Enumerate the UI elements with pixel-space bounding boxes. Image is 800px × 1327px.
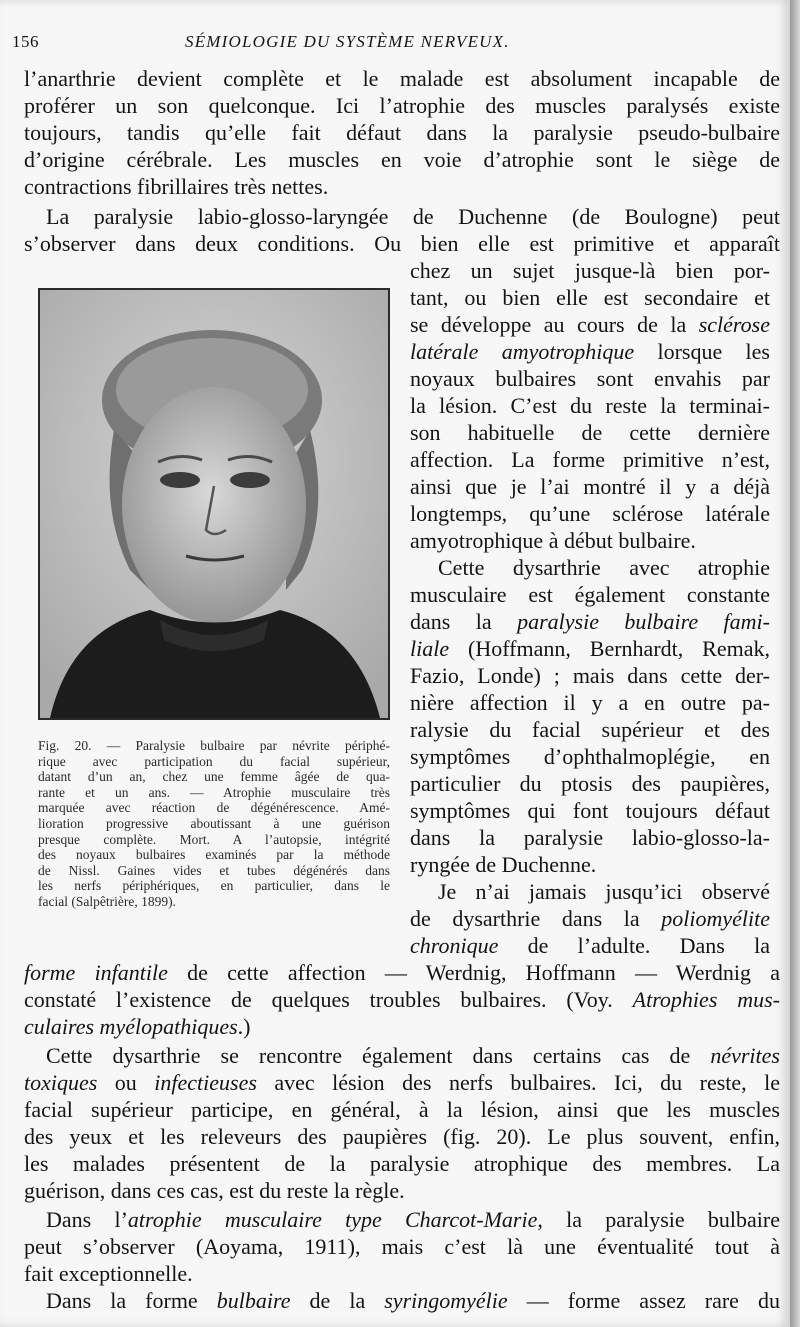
body-line: liale (Hoffmann, Bernhardt, Remak, bbox=[410, 636, 770, 661]
body-line: La paralysie labio-glosso-laryngée de Duchenne (de Boulogne) peut bbox=[46, 204, 780, 229]
body-line: musculaire est également constante bbox=[410, 582, 770, 607]
body-line: dans la paralysie bulbaire fami- bbox=[410, 609, 770, 634]
body-line: son habituelle de cette dernière bbox=[410, 420, 770, 445]
body-line: affection. La forme primitive n’est, bbox=[410, 447, 770, 472]
body-line: Cette dysarthrie avec atrophie bbox=[438, 555, 770, 580]
body-line: s’observer dans deux conditions. Ou bien elle est primitive et apparaît bbox=[24, 231, 780, 256]
caption-line: de Nissl. Gaines vides et tubes dégénérés dans bbox=[38, 862, 390, 878]
body-line: d’origine cérébrale. Les muscles en voie d’atrophie sont le siège de bbox=[24, 147, 780, 172]
body-line: contractions fibrillaires très nettes. bbox=[24, 174, 329, 199]
body-line: des yeux et les releveurs des paupières (fig. 20). Le plus souvent, enfin, bbox=[24, 1124, 780, 1149]
body-line: de dysarthrie dans la poliomyélite bbox=[410, 906, 770, 931]
body-line: facial supérieur participe, en général, à la lésion, ainsi que les muscles bbox=[24, 1097, 780, 1122]
caption-line: presque complète. Mort. A l’autopsie, intégrité bbox=[38, 831, 390, 847]
body-line: ainsi que je l’ai montré il y a déjà bbox=[410, 474, 770, 499]
figure-caption bbox=[38, 738, 390, 910]
body-line: Fazio, Londe) ; mais dans cette der- bbox=[410, 663, 770, 688]
body-line: noyaux bulbaires sont envahis par bbox=[410, 366, 770, 391]
body-line: amyotrophique à début bulbaire. bbox=[410, 528, 696, 553]
body-line: toxiques ou infectieuses avec lésion des nerfs bulbaires. Ici, du reste, le bbox=[24, 1070, 780, 1095]
page-number: 156 bbox=[12, 32, 39, 51]
body-line: tant, ou bien elle est secondaire et bbox=[410, 285, 770, 310]
body-line: nière affection il y a en outre pa- bbox=[410, 690, 770, 715]
body-line: Je n’ai jamais jusqu’ici observé bbox=[438, 879, 770, 904]
page-header bbox=[0, 32, 790, 54]
body-line: constaté l’existence de quelques troubles bulbaires. (Voy. Atrophies mus- bbox=[24, 987, 780, 1012]
body-line: fait exceptionnelle. bbox=[24, 1261, 193, 1286]
caption-line: rante et un ans. — Atrophie musculaire très bbox=[38, 784, 390, 800]
body-line: dans la paralysie labio-glosso-la- bbox=[410, 825, 770, 850]
figure-portrait bbox=[38, 288, 390, 720]
body-line: Dans la forme bulbaire de la syringomyélie — forme assez rare du bbox=[46, 1288, 780, 1313]
caption-line: datant d’un an, chez une femme âgée de qua- bbox=[38, 769, 390, 785]
caption-line: Fig. 20. — Paralysie bulbaire par névrite périphé- bbox=[38, 738, 390, 753]
running-title: SÉMIOLOGIE DU SYSTÈME NERVEUX. bbox=[185, 32, 510, 51]
body-line: ryngée de Duchenne. bbox=[410, 852, 597, 877]
body-line: symptômes d’ophthalmoplégie, en bbox=[410, 744, 770, 769]
body-line: culaires myélopathiques.) bbox=[24, 1014, 251, 1039]
body-line: l’anarthrie devient complète et le malade est absolument incapable de bbox=[24, 66, 780, 91]
page-edge-shadow bbox=[790, 0, 800, 1327]
body-line: proférer un son quelconque. Ici l’atrophie des muscles paralysés existe bbox=[24, 93, 780, 118]
body-line: guérison, dans ces cas, est du reste la règle. bbox=[24, 1178, 405, 1203]
body-line: la lésion. C’est du reste la terminai- bbox=[410, 393, 770, 418]
caption-line: des noyaux bulbaires examinés par la méthode bbox=[38, 847, 390, 863]
body-line: chez un sujet jusque-là bien por- bbox=[410, 258, 770, 283]
body-line: symptômes qui font toujours défaut bbox=[410, 798, 770, 823]
body-line: peut s’observer (Aoyama, 1911), mais c’est là une éventualité tout à bbox=[24, 1234, 780, 1259]
caption-line: lioration progressive aboutissant à une guérison bbox=[38, 815, 390, 831]
body-line: chronique de l’adulte. Dans la bbox=[410, 933, 770, 958]
body-line: les malades présentent de la paralysie atrophique des membres. La bbox=[24, 1151, 780, 1176]
body-line: forme infantile de cette affection — Werdnig, Hoffmann — Werdnig a bbox=[24, 960, 780, 985]
portrait-photo bbox=[40, 290, 388, 718]
body-line: longtemps, qu’une sclérose latérale bbox=[410, 501, 770, 526]
body-line: Cette dysarthrie se rencontre également dans certains cas de névrites bbox=[46, 1043, 780, 1068]
caption-line: marquée avec réaction de dégénérescence. Amé- bbox=[38, 800, 390, 816]
body-line: Dans l’atrophie musculaire type Charcot-Marie, la paralysie bulbaire bbox=[46, 1207, 780, 1232]
body-line: ralysie du facial supérieur et des bbox=[410, 717, 770, 742]
caption-line: les nerfs périphériques, en particulier, dans le bbox=[38, 878, 390, 894]
body-line: toujours, tandis qu’elle fait défaut dans la paralysie pseudo-bulbaire bbox=[24, 120, 780, 145]
caption-line: rique avec participation du facial supérieur, bbox=[38, 753, 390, 769]
body-line: latérale amyotrophique lorsque les bbox=[410, 339, 770, 364]
body-line: particulier du ptosis des paupières, bbox=[410, 771, 770, 796]
body-line: se développe au cours de la sclérose bbox=[410, 312, 770, 337]
caption-line: facial (Salpêtrière, 1899). bbox=[38, 893, 176, 909]
